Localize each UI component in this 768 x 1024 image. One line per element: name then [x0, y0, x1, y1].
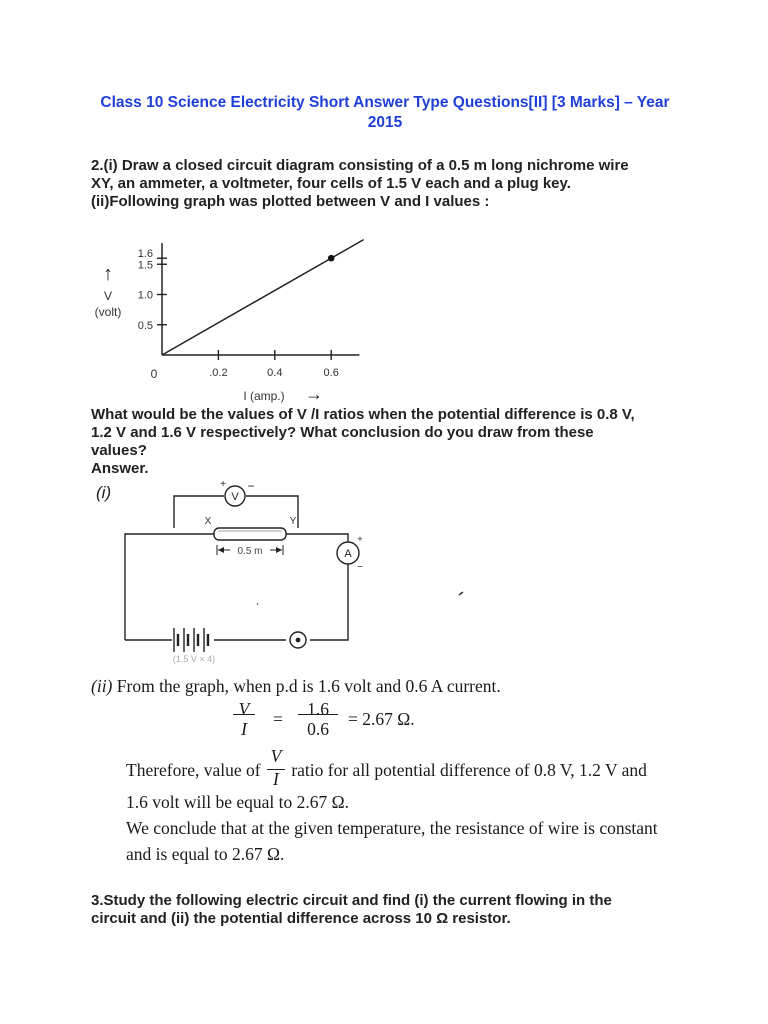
x-tick-label: .0.2	[209, 367, 228, 379]
ammeter	[337, 534, 363, 573]
question-3	[91, 892, 711, 928]
circuit-wires	[125, 496, 348, 640]
ammeter-plus: +	[357, 534, 363, 544]
plug-key	[290, 632, 306, 648]
fraction-v: V	[238, 699, 250, 719]
fraction-i: I	[241, 719, 247, 739]
x-tick-label: 0.6	[323, 367, 339, 379]
ratio-result: = 2.67 Ω.	[348, 709, 415, 729]
question-3-line-1: 3.Study the following electric circuit and find (i) the current flowing in the	[91, 892, 612, 909]
therefore-after: ratio for all potential difference of 0.8 V, 1.2 V and	[291, 760, 647, 780]
voltmeter-symbol: V	[231, 491, 239, 503]
fraction-0-6: 0.6	[307, 719, 329, 739]
y-axis-unit: (volt)	[94, 305, 122, 319]
ammeter-minus: −	[357, 562, 363, 573]
question-3-line-2: circuit and (ii) the potential difference across 10 Ω resistor.	[91, 910, 511, 927]
solution-line-1-text: From the graph, when p.d is 1.6 volt and 0.6 A current.	[116, 676, 501, 696]
question-2-continued	[91, 406, 711, 478]
wire-x-label: X	[204, 516, 212, 527]
question-2-cont-line-2: 1.2 V and 1.6 V respectively? What conclusion do you draw from these	[91, 424, 594, 441]
vi-data-point	[328, 255, 335, 262]
title-line-2: 2015	[367, 114, 403, 131]
y-tick-label: 0.5	[137, 319, 153, 332]
answer-label: Answer.	[91, 460, 149, 477]
solution-part-label: (ii)	[91, 676, 113, 696]
circuit-diagram	[90, 478, 380, 668]
x-axis-arrow: →	[305, 384, 323, 404]
question-2-line-1: 2.(i) Draw a closed circuit diagram consisting of a 0.5 m long nichrome wire	[91, 157, 629, 174]
battery	[174, 628, 208, 652]
x-axis-label: I (amp.)	[243, 389, 285, 403]
fraction-bar-2	[298, 714, 338, 715]
question-2-line-3: (ii)Following graph was plotted between V and I values :	[91, 193, 490, 210]
question-2-cont-line-3: values?	[91, 442, 147, 459]
y-tick-label: 1.6	[137, 248, 153, 261]
voltmeter-plus: +	[220, 479, 226, 490]
vi-graph	[88, 212, 388, 407]
inline-fraction	[265, 746, 287, 789]
title-line-1: Class 10 Science Electricity Short Answer Type Questions[II] [3 Marks] – Year	[100, 94, 670, 111]
wire-length-label: 0.5 m	[237, 546, 263, 557]
question-2	[91, 157, 711, 211]
equals-sign: =	[273, 709, 283, 729]
question-2-cont-line-1: What would be the values of V /I ratios when the potential difference is 0.8 V,	[91, 406, 635, 423]
battery-label: (1.5 V × 4)	[172, 654, 216, 664]
x-tick-label: 0.4	[267, 367, 283, 379]
wire-y-label: Y	[289, 516, 297, 527]
y-axis-label: V	[103, 289, 113, 303]
solution-therefore-line	[126, 746, 647, 789]
fraction-bar-1	[233, 714, 255, 715]
inline-fraction-v: V	[270, 746, 282, 766]
graph-layer	[138, 240, 364, 379]
ammeter-symbol: A	[344, 548, 352, 560]
circuit-part-label: (i)	[96, 483, 112, 502]
origin-label: 0	[150, 367, 158, 381]
scan-marks	[255, 585, 475, 615]
y-axis-arrow: ↑	[103, 263, 113, 285]
solution-line-3: 1.6 volt will be equal to 2.67 Ω.	[126, 792, 349, 812]
nichrome-wire	[205, 516, 297, 557]
therefore-before: Therefore, value of	[126, 760, 261, 780]
voltmeter	[220, 479, 254, 506]
page-title	[70, 93, 700, 133]
voltmeter-minus: −	[247, 479, 255, 493]
y-tick-label: 1.5	[137, 259, 153, 272]
question-2-line-2: XY, an ammeter, a voltmeter, four cells of 1.5 V each and a plug key.	[91, 175, 571, 192]
y-tick-label: 1.0	[137, 289, 153, 302]
solution-line-5: and is equal to 2.67 Ω.	[126, 844, 285, 864]
solution-line-4: We conclude that at the given temperature, the resistance of wire is constant	[126, 818, 658, 838]
solution-line-1	[91, 676, 501, 697]
fraction-1-6: 1.6	[307, 699, 329, 719]
inline-fraction-i: I	[273, 769, 279, 789]
